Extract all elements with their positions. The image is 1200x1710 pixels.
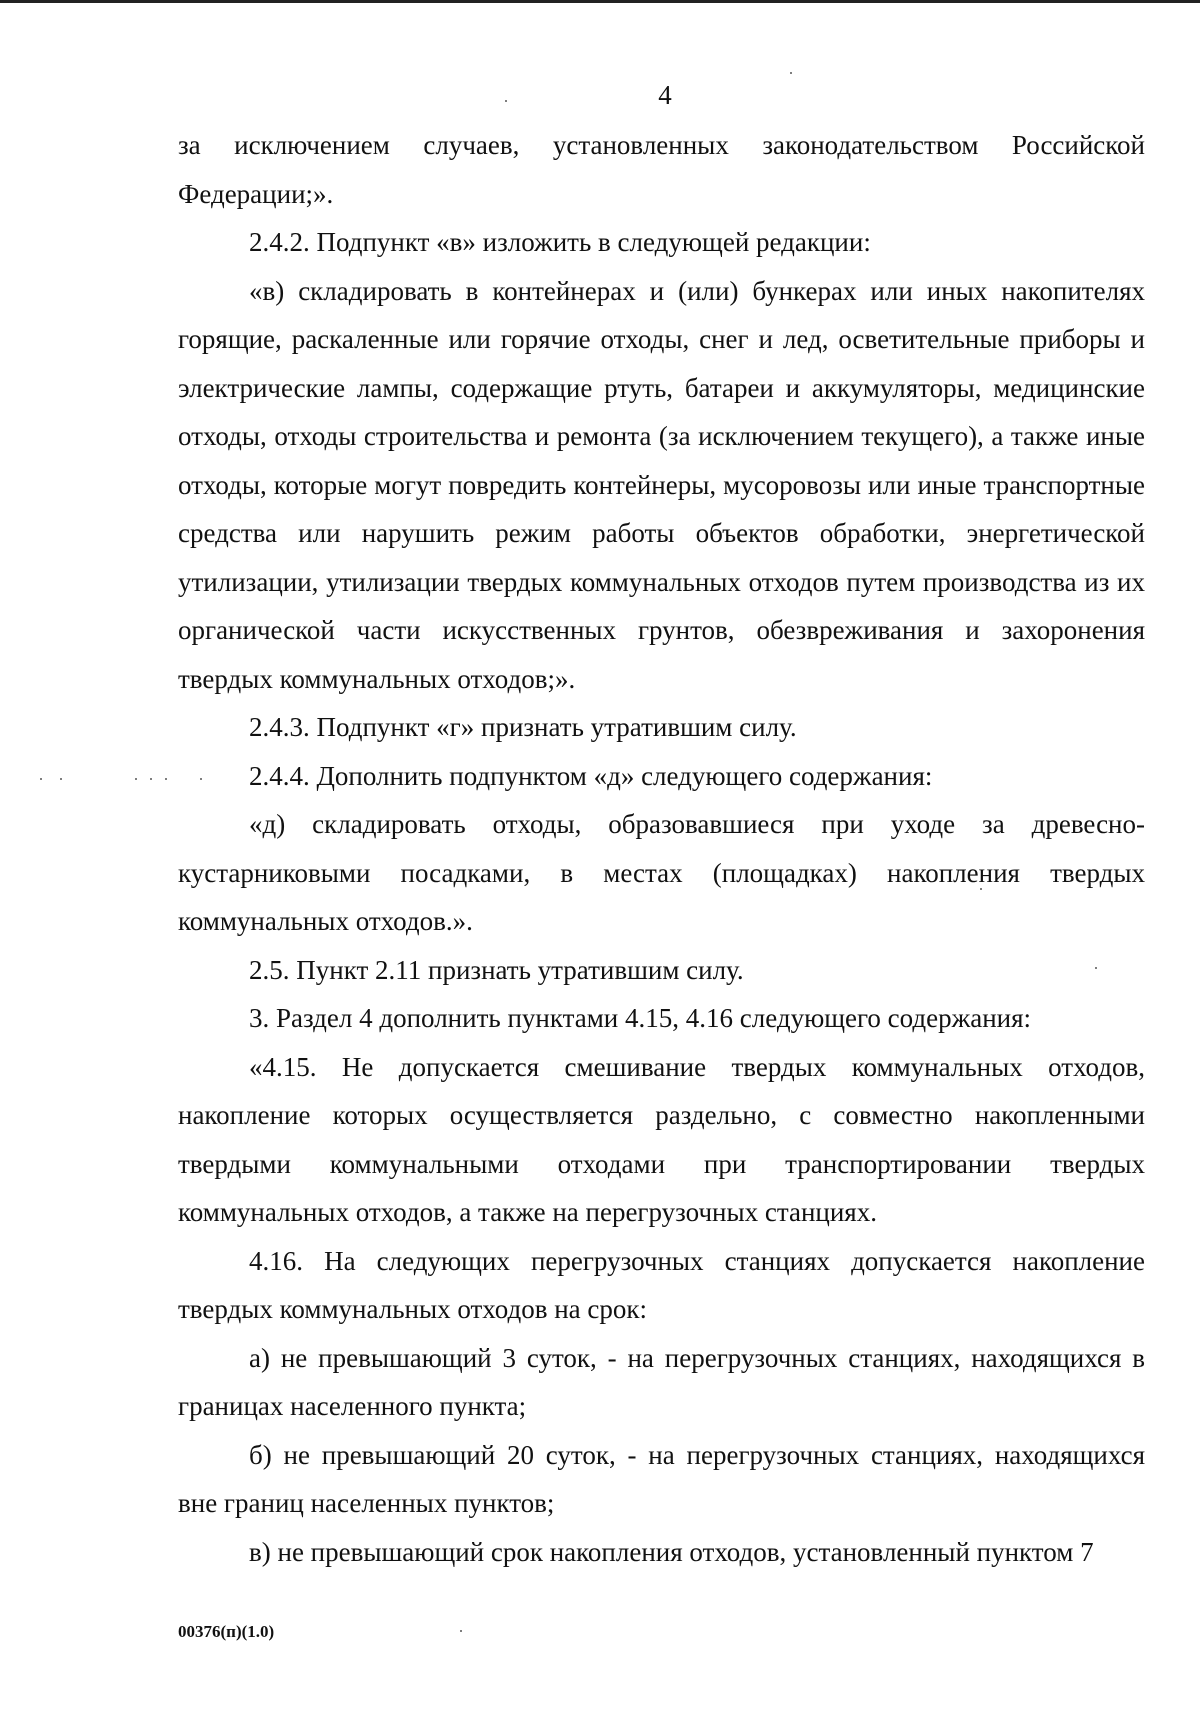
paragraph-2-4-4: 2.4.4. Дополнить подпунктом «д» следующего содержания: [249,760,933,791]
paragraph-4-16-b: б) не превышающий 20 суток, - на перегрузочных станциях, находящихся вне границ населенных пунктов; [178,1439,1145,1518]
scan-speck [1095,967,1097,969]
scan-speck [40,778,42,780]
paragraph-4-16-a: а) не превышающий 3 суток, - на перегрузочных станциях, находящихся в границах населенного пункта; [178,1342,1145,1421]
paragraph-2-5: 2.5. Пункт 2.11 признать утратившим силу. [249,954,744,985]
document-body [178,121,1145,1576]
scan-speck [60,778,62,780]
scan-speck [980,888,982,890]
scan-speck [200,778,202,780]
page-number: 4 [658,80,672,110]
paragraph-2-4-2: 2.4.2. Подпункт «в» изложить в следующей редакции: [249,227,871,257]
document-code: 00376(п)(1.0) [178,1622,275,1641]
paragraph-subpoint-v: «в) складировать в контейнерах и (или) бункерах или иных накопителях горящие, раскаленные или горячие отходы, снег и лед, осветительные приборы и электрические лампы, содержащие ртуть, батареи и аккумуляторы, медицинские отходы, отходы строительства и ремонта (за исключением текущего), а также иные отходы, которые могут повредить контейнеры, мусоровозы или иные транспортные средства или нарушить режим работы объектов обработки, энергетической утилизации, утилизации твердых коммунальных отходов путем производства из их органической части искусственных грунтов, обезвреживания и захоронения твердых коммунальных отходов;». [178,275,1145,694]
paragraph-2-4-3: 2.4.3. Подпункт «г» признать утратившим силу. [249,712,797,742]
paragraph-3: 3. Раздел 4 дополнить пунктами 4.15, 4.16 следующего содержания: [249,1003,1032,1033]
paragraph-4-15: «4.15. Не допускается смешивание твердых коммунальных отходов, накопление которых осуществляется раздельно, с совместно накопленными твердыми коммунальными отходами при транспортировании твердых коммунальных отходов, а также на перегрузочных станциях. [178,1051,1145,1227]
scan-speck [460,1630,462,1632]
paragraph-4-16: 4.16. На следующих перегрузочных станциях допускается накопление твердых коммунальных отходов на срок: [178,1245,1145,1324]
scan-speck [135,778,137,780]
scan-speck [790,72,792,74]
scan-speck [150,778,152,780]
paragraph-4-16-v: в) не превышающий срок накопления отходов, установленный пунктом 7 [249,1536,1094,1567]
scan-speck [165,778,167,780]
scan-top-edge [0,0,1200,3]
paragraph-subpoint-d: «д) складировать отходы, образовавшиеся при уходе за древесно-кустарниковыми посадками, в местах (площадках) накопления твердых коммунальных отходов.». [178,809,1145,936]
paragraph-continuation: за исключением случаев, установленных законодательством Российской Федерации;». [178,130,1145,209]
scan-speck [505,100,507,102]
